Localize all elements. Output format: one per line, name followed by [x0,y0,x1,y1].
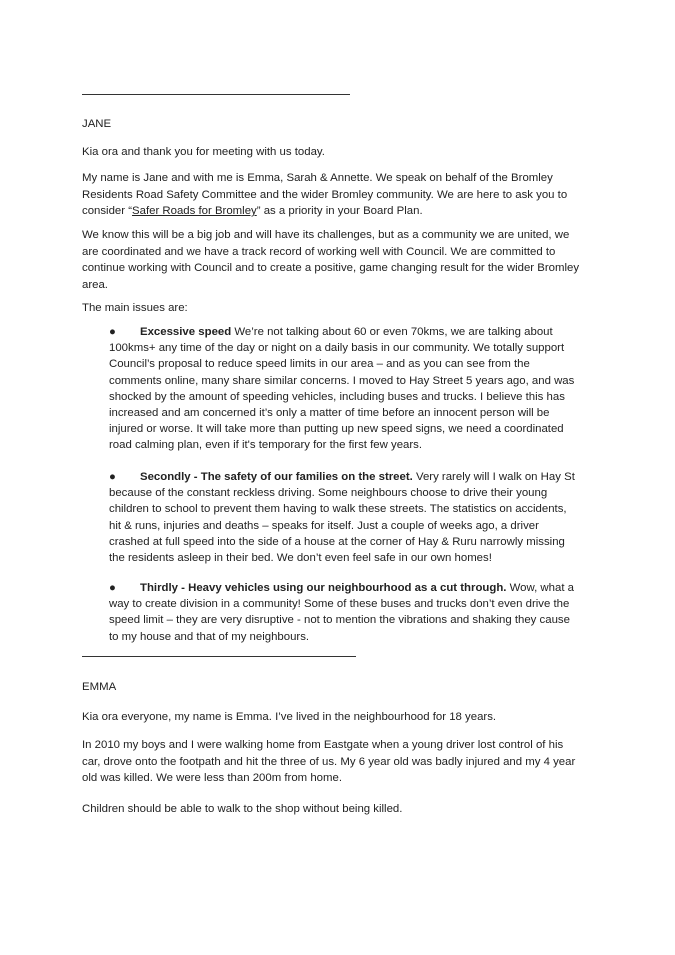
intro-text-after: ” as a priority in your Board Plan. [256,205,423,218]
section-divider [82,656,356,657]
bullet-text: Wow, what a way to create division in a community! Some of these buses and trucks don’t even drive the speed limit – they are very disruptive - not to mention the vibrations and shaking they cause to my house and that of my neighbours. [109,582,574,643]
emma-story-paragraph: In 2010 my boys and I were walking home from Eastgate when a young driver lost control of his car, drove onto the footpath and hit the three of us. My 6 year old was badly injured and my 4 year old was killed. We were less than 200m from home. [82,739,576,785]
intro-paragraph [82,170,582,220]
bullet-family-safety [109,469,579,566]
intro-text-before: My name is Jane and with me is Emma, Sarah & Annette. We speak on behalf of the Bromley Residents Road Safety Committee and the wider Bromley community. We are here to ask you to consider “ [82,172,568,218]
bullet-marker: ● [109,582,116,594]
bullet-text: Very rarely will I walk on Hay St because of the constant reckless driving. Some neighbours choose to drive their young children to school to prevent them having to walk these streets. The statistics on accidents, hit & runs, injuries and deaths – speaks for itself. Just a couple of weeks ago, a driver crashed at full speed into the side of a house at the corner of Hay & Ruru narrowly missing the residents asleep in their bed. We don’t even feel safe in our own homes! [109,471,575,565]
bullet-heading: Excessive speed [140,326,232,338]
emma-closing-paragraph: Children should be able to walk to the shop without being killed. [82,803,403,815]
commitment-paragraph: We know this will be a big job and will have its challenges, but as a community we are united, we are coordinated and we have a track record of working well with Council. We are committed to continue working with Council and to create a positive, game changing result for the wider Bromley area. [82,229,580,291]
bullet-marker: ● [109,326,116,338]
bullet-heavy-vehicles [109,580,579,645]
bullet-excessive-speed [109,324,579,454]
section-divider [82,94,350,95]
greeting-paragraph: Kia ora and thank you for meeting with us today. [82,146,325,158]
campaign-name: Safer Roads for Bromley [132,205,257,218]
issues-intro: The main issues are: [82,302,188,314]
speaker-name-jane: JANE [82,118,112,130]
bullet-text: We’re not talking about 60 or even 70kms, we are talking about 100kms+ any time of the day or night on a daily basis in our community. We totally support Council’s proposal to reduce speed limits in our area – and as you can see from the comments online, many share similar concerns. I moved to Hay Street 5 years ago, and was shocked by the amount of speeding vehicles, including buses and trucks. I believe this has increased and am concerned it’s only a matter of time before an innocent person will be injured or worse. It will take more than putting up new speed signs, we need a coordinated road calming plan, even if it's temporary for the first few years. [109,326,575,452]
emma-intro-paragraph: Kia ora everyone, my name is Emma. I’ve lived in the neighbourhood for 18 years. [82,711,497,723]
speaker-name-emma: EMMA [82,681,117,693]
bullet-heading: Secondly - The safety of our families on the street. [140,471,413,483]
bullet-marker: ● [109,471,116,483]
bullet-heading: Thirdly - Heavy vehicles using our neighbourhood as a cut through. [140,582,507,594]
